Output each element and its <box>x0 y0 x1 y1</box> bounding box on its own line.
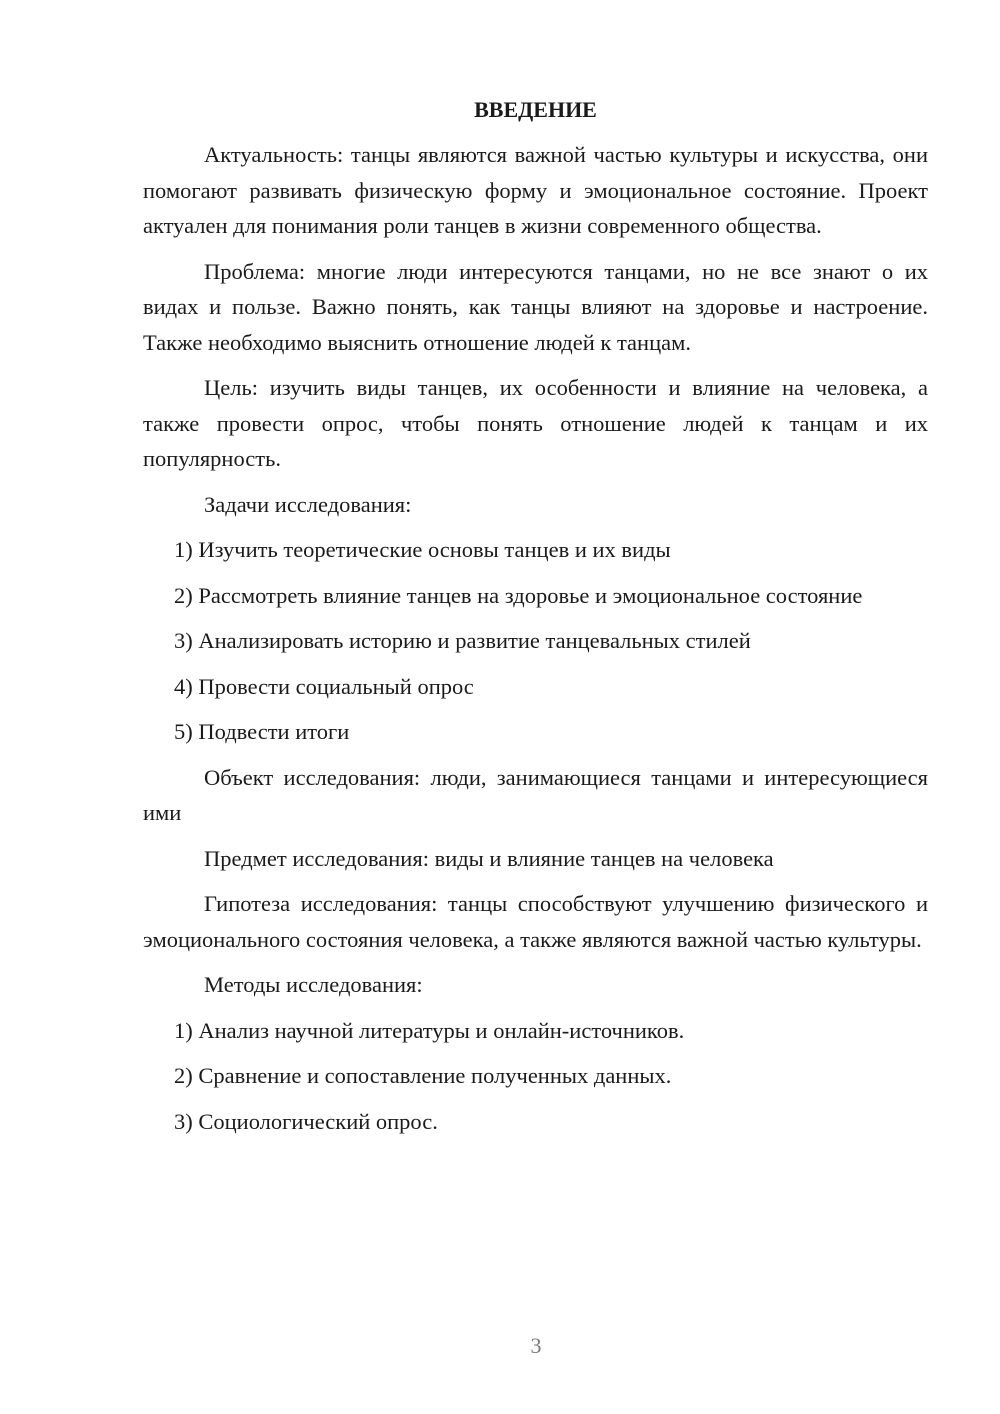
problem-paragraph: Проблема: многие люди интересуются танцами, но не все знают о их видах и пользе. Важно понять, как танцы влияют на здоровье и настроение. Также необходимо выяснить отношение людей к танцам. <box>143 258 928 355</box>
task-item-1: 1) Изучить теоретические основы танцев и их виды <box>174 537 671 562</box>
subject-paragraph: Предмет исследования: виды и влияние танцев на человека <box>204 845 774 871</box>
page-number: 3 <box>530 1333 542 1358</box>
task-item-4: 4) Провести социальный опрос <box>174 673 474 699</box>
task-item-2: 2) Рассмотреть влияние танцев на здоровье и эмоциональное состояние <box>174 582 863 608</box>
tasks-heading: Задачи исследования: <box>204 491 412 517</box>
task-item-5: 5) Подвести итоги <box>174 719 350 744</box>
method-item-2: 2) Сравнение и сопоставление полученных данных. <box>174 1063 672 1088</box>
method-item-1: 1) Анализ научной литературы и онлайн-источников. <box>174 1017 685 1043</box>
page-title: ВВЕДЕНИЕ <box>474 97 597 122</box>
methods-heading: Методы исследования: <box>204 972 423 997</box>
goal-paragraph: Цель: изучить виды танцев, их особенности и влияние на человека, а также провести опрос, чтобы понять отношение людей к танцам и их популярность. <box>143 375 928 471</box>
relevance-paragraph: Актуальность: танцы являются важной частью культуры и искусства, они помогают развивать физическую форму и эмоциональное состояние. Проект актуален для понимания роли танцев в жизни современного общества. <box>143 142 928 238</box>
document-body <box>143 92 928 1149</box>
task-item-3: 3) Анализировать историю и развитие танцевальных стилей <box>174 628 751 653</box>
hypothesis-paragraph: Гипотеза исследования: танцы способствуют улучшению физического и эмоционального состояния человека, а также являются важной частью культуры. <box>143 891 928 952</box>
object-paragraph: Объект исследования: люди, занимающиеся танцами и интересующиеся ими <box>143 764 928 825</box>
method-item-3: 3) Социологический опрос. <box>174 1108 438 1134</box>
